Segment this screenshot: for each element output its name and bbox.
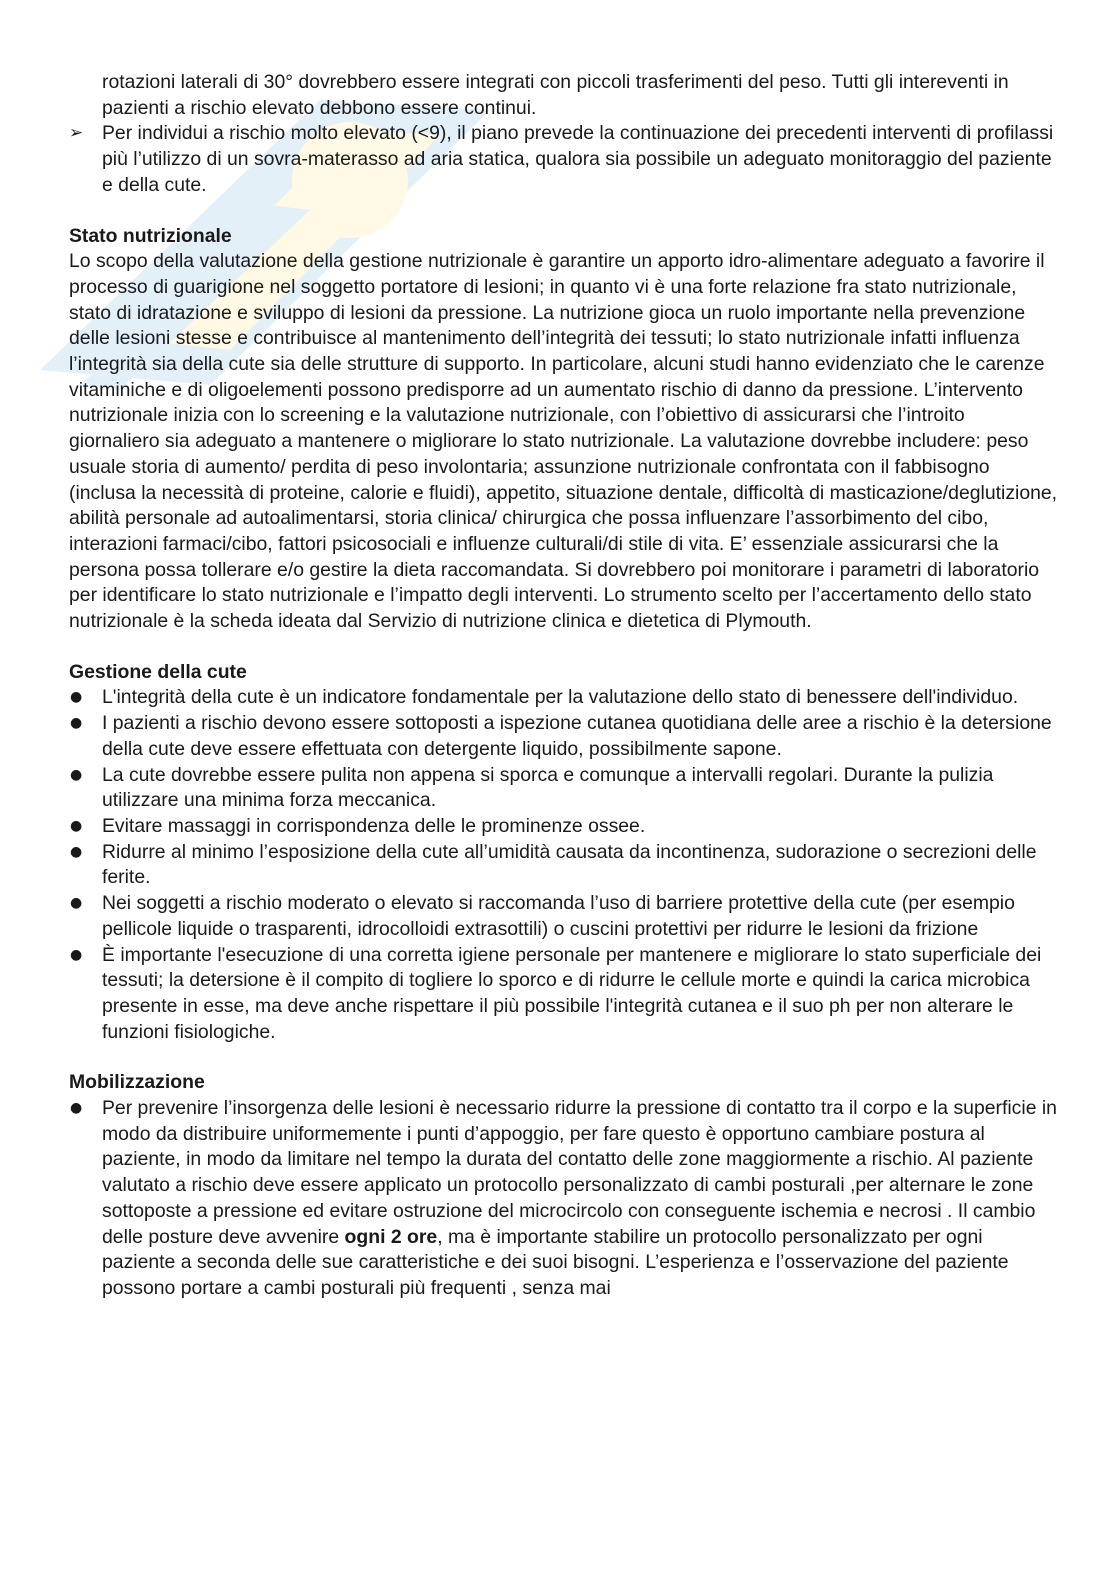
skin-item-text: Nei soggetti a rischio moderato o elevato si raccomanda l’uso di barriere protettive della cute (per esempio pellicole liquide o trasparenti, idrocolloidi extrasottili) o cuscini protettivi per ridurre le lesioni da frizione — [102, 892, 1015, 940]
skin-item-text: L'integrità della cute è un indicatore fondamentale per la valutazione dello stato di benessere dell'individuo. — [102, 686, 1019, 709]
mobilization-text-after: , ma è importante stabilire un protocollo personalizzato per ogni paziente a seconda delle sue caratteristiche e dei suoi bisogni. L’esperienza e l’osservazione del paziente possono portare a cambi posturali più frequenti , senza mai — [102, 1225, 1009, 1299]
list-item — [69, 814, 1059, 840]
dot-bullet-icon: ● — [70, 1100, 83, 1117]
list-item — [69, 763, 1059, 814]
dot-bullet-icon: ● — [70, 817, 83, 834]
list-item — [69, 943, 1059, 1046]
mobilization-emphasis: ogni 2 ore — [344, 1225, 438, 1248]
intro-bullet-text: Per individui a rischio molto elevato (<9), il piano prevede la continuazione dei precedenti interventi di profilassi più l’utilizzo di un sovra-materasso ad aria statica, qualora sia possibile un adeguato monitoraggio del paziente e della cute. — [102, 122, 1054, 196]
list-item — [69, 840, 1059, 891]
dot-bullet-icon: ● — [70, 715, 83, 732]
list-item — [69, 891, 1059, 942]
list-item — [69, 685, 1059, 711]
skin-item-text: È importante l'esecuzione di una corretta igiene personale per mantenere e migliorare lo stato superficiale dei tessuti; la detersione è il compito di togliere lo sporco e di ridurre le cellule morte e quindi la carica microbica presente in esse, ma deve anche rispettare il più possibile l'integrità cutanea e il suo ph per non alterare le funzioni fisiologiche. — [102, 943, 1042, 1043]
dot-bullet-icon: ● — [70, 843, 83, 860]
list-item — [69, 711, 1059, 762]
document-page — [69, 70, 1059, 1302]
section-heading-skin: Gestione della cute — [69, 660, 247, 683]
dot-bullet-icon: ● — [70, 946, 83, 963]
section-heading-mobilization: Mobilizzazione — [69, 1071, 205, 1094]
arrow-bullet-icon: ➢ — [69, 123, 84, 144]
list-item — [69, 121, 1059, 198]
dot-bullet-icon: ● — [70, 766, 83, 783]
skin-item-text: Evitare massaggi in corrispondenza delle le prominenze ossee. — [102, 814, 646, 837]
intro-continuation: rotazioni laterali di 30° dovrebbero essere integrati con piccoli trasferimenti del peso. Tutti gli intereventi in pazienti a rischio elevato debbono essere continui. — [102, 71, 1009, 119]
skin-item-text: I pazienti a rischio devono essere sottoposti a ispezione cutanea quotidiana delle aree a rischio è la detersione della cute deve essere effettuata con detergente liquido, possibilmente sapone. — [102, 712, 1052, 760]
section-heading-nutrition: Stato nutrizionale — [69, 224, 232, 247]
skin-item-text: La cute dovrebbe essere pulita non appena si sporca e comunque a intervalli regolari. Durante la pulizia utilizzare una minima forza meccanica. — [102, 763, 994, 812]
dot-bullet-icon: ● — [70, 689, 83, 706]
nutrition-paragraph: Lo scopo della valutazione della gestione nutrizionale è garantire un apporto idro-alimentare adeguato a favorire il processo di guarigione nel soggetto portatore di lesioni; in quanto vi è una forte relazione fra stato nutrizionale, stato di idratazione e sviluppo di lesioni da pressione. La nutrizione gioca un ruolo importante nella prevenzione delle lesioni stesse e contribuisce al mantenimento dell’integrità dei tessuti; lo stato nutrizionale infatti influenza l’integrità sia della cute sia delle strutture di supporto. In particolare, alcuni studi hanno evidenziato che le carenze vitaminiche e di oligoelementi possono predisporre ad un aumentato rischio di danno da pressione. L’intervento nutrizionale inizia con lo screening e la valutazione nutrizionale, con l’obiettivo di assicurarsi che l’introito giornaliero sia adeguato a mantenere o migliorare lo stato nutrizionale. La valutazione dovrebbe includere: peso usuale storia di aumento/ perdita di peso involontaria; assunzione nutrizionale confrontata con il fabbisogno (inclusa la necessità di proteine, calorie e fluidi), appetito, situazione dentale, difficoltà di masticazione/deglutizione, abilità personale ad autoalimentarsi, storia clinica/ chirurgica che possa influenzare l’assorbimento del cibo, interazioni farmaci/cibo, fattori psicosociali e influenze culturali/di stile di vita. E’ essenziale assicurarsi che la persona possa tollerare e/o gestire la dieta raccomandata. Si dovrebbero poi monitorare i parametri di laboratorio per identificare lo stato nutrizionale e l’impatto degli interventi. Lo strumento scelto per l’accertamento dello stato nutrizionale è la scheda ideata dal Servizio di nutrizione clinica e dietetica di Plymouth. — [69, 250, 1058, 633]
mobilization-text-before: Per prevenire l’insorgenza delle lesioni è necessario ridurre la pressione di contatto tra il corpo e la superficie in modo da distribuire uniformemente i punti d’appoggio, per fare questo è opportuno cambiare postura al paziente, in modo da limitare nel tempo la durata del contatto delle zone maggiormente a rischio. Al paziente valutato a rischio deve essere applicato un protocollo personalizzato di cambi posturali ,per alternare le zone sottoposte a pressione ed evitare ostruzione del microcircolo con conseguente ischemia e necrosi . Il cambio delle posture deve avvenire — [102, 1097, 1057, 1248]
mobilization-item-text — [102, 1096, 1059, 1302]
list-item — [69, 1096, 1059, 1302]
skin-item-text: Ridurre al minimo l’esposizione della cute all’umidità causata da incontinenza, sudorazione o secrezioni delle ferite. — [102, 840, 1037, 889]
dot-bullet-icon: ● — [70, 895, 83, 912]
